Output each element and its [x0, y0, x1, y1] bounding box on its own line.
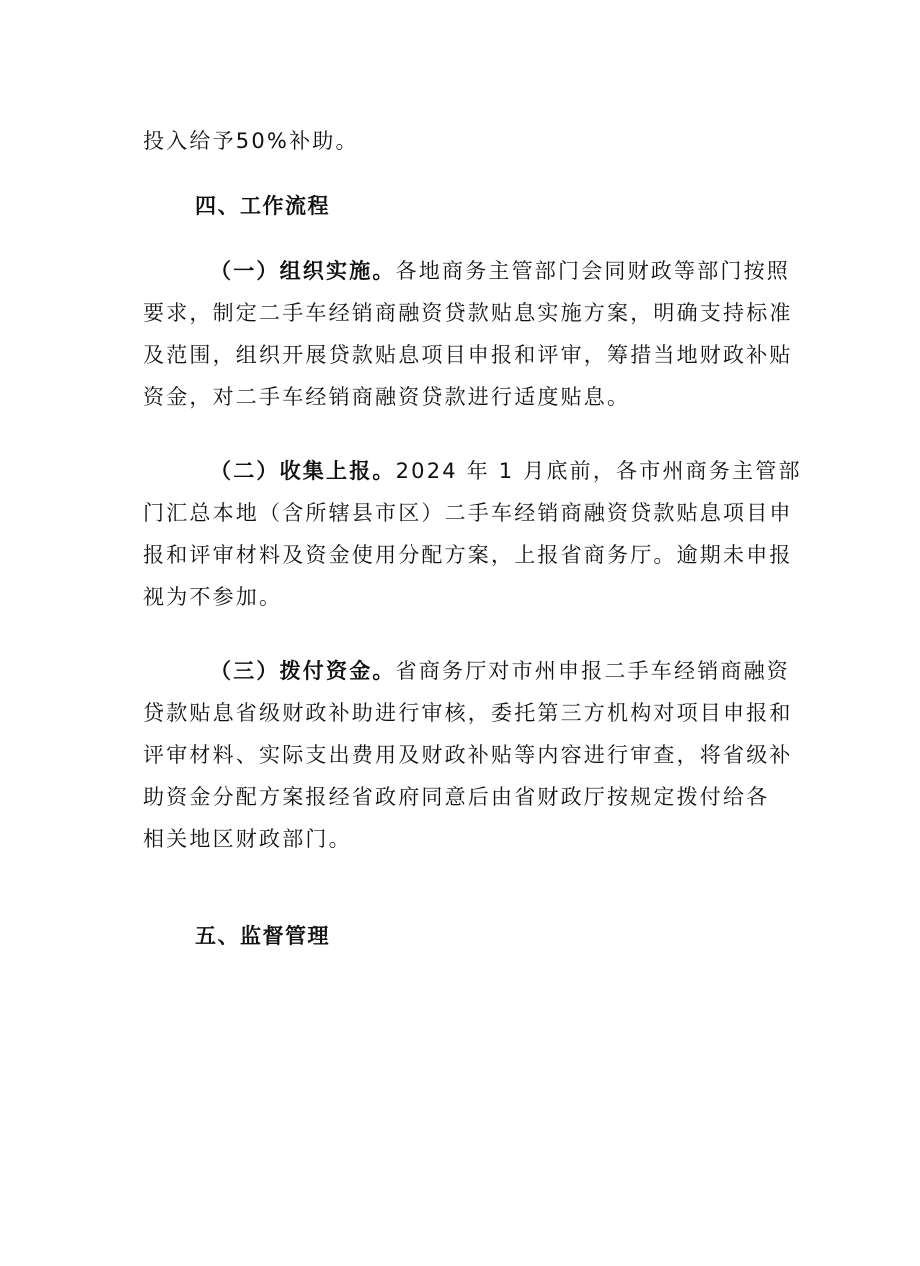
subsection-lead-collect: （二）收集上报。	[210, 459, 396, 483]
paragraph-line: 相关地区财政部门。	[143, 827, 352, 851]
paragraph-line	[210, 656, 791, 686]
paragraph-line: 助资金分配方案报经省政府同意后由省财政厅按规定拨付给各	[143, 785, 770, 809]
paragraph-text: 2024 年 1 月底前，各市州商务主管部	[395, 459, 802, 483]
subsection-lead-organize: （一）组织实施。	[210, 259, 396, 283]
paragraph-line: 贷款贴息省级财政补助进行审核，委托第三方机构对项目申报和	[143, 701, 793, 725]
paragraph-line	[210, 456, 802, 486]
paragraph-line: 评审材料、实际支出费用及财政补贴等内容进行审查，将省级补	[143, 743, 793, 767]
paragraph-line	[210, 256, 791, 286]
subsection-lead-disburse: （三）拨付资金。	[210, 659, 396, 683]
paragraph-line: 报和评审材料及资金使用分配方案，上报省商务厅。逾期未申报	[143, 543, 793, 567]
paragraph-line: 投入给予50%补助。	[143, 129, 359, 153]
paragraph-line: 门汇总本地（含所辖县市区）二手车经销商融资贷款贴息项目申	[143, 501, 793, 525]
paragraph-line: 视为不参加。	[143, 585, 283, 609]
paragraph-line: 要求，制定二手车经销商融资贷款贴息实施方案，明确支持标准	[143, 301, 793, 325]
section-heading-workflow: 四、工作流程	[195, 194, 330, 218]
paragraph-line: 资金，对二手车经销商融资贷款进行适度贴息。	[143, 385, 631, 409]
paragraph-text: 省商务厅对市州申报二手车经销商融资	[395, 659, 791, 683]
paragraph-text: 各地商务主管部门会同财政等部门按照	[395, 259, 791, 283]
paragraph-line: 及范围，组织开展贷款贴息项目申报和评审，筹措当地财政补贴	[143, 343, 793, 367]
section-heading-supervision: 五、监督管理	[195, 924, 330, 948]
